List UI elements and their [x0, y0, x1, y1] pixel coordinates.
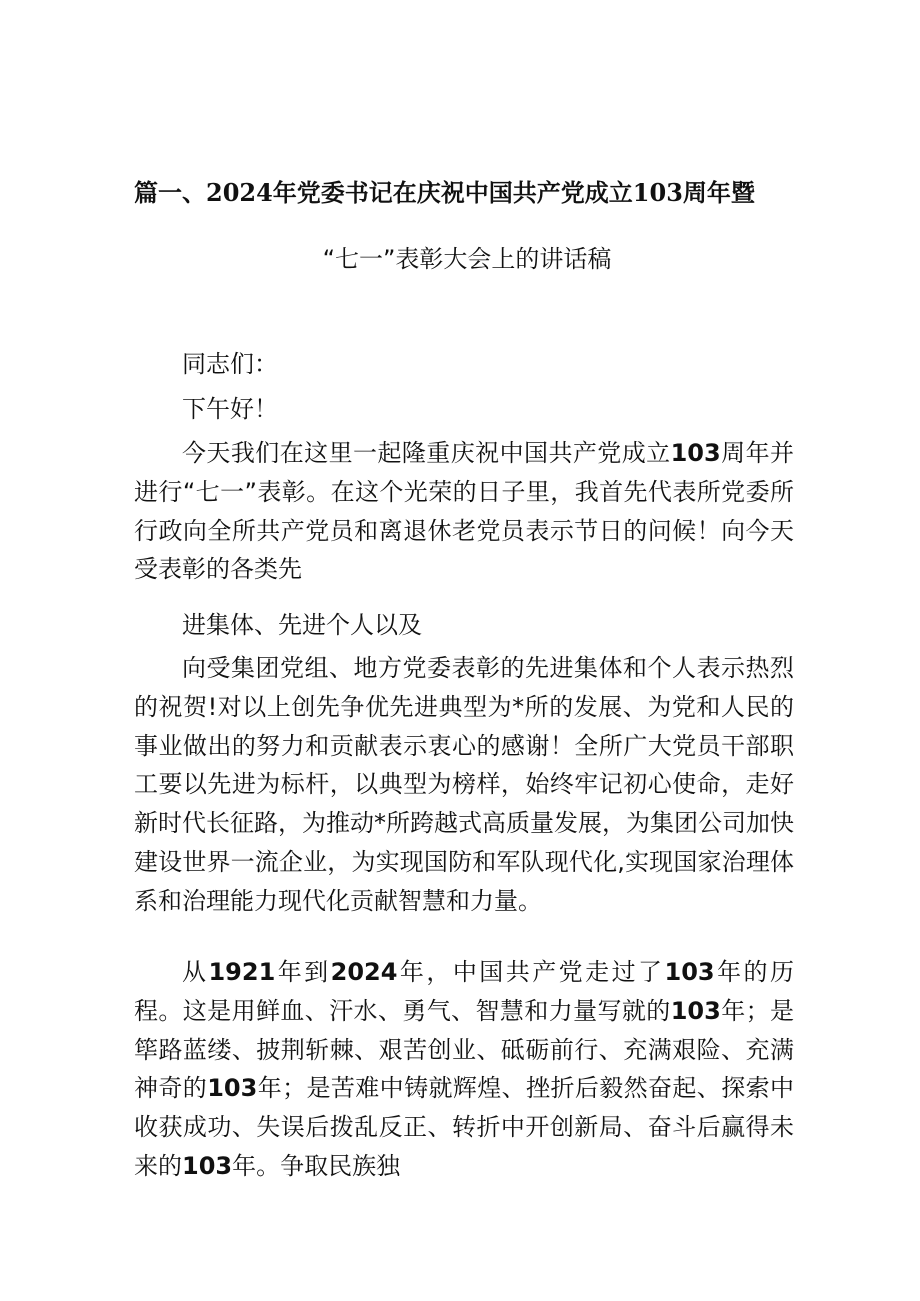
- salutation: 同志们：: [182, 350, 278, 378]
- paragraph-opening: 今天我们在这里一起隆重庆祝中国共产党成立103周年并进行“七一”表彰。在这个光荣的日子里，我首先代表所党委所行政向全所共产党员和离退休老党员表示节日的问候！向今天受表彰的各类先: [134, 439, 795, 584]
- paragraph-party-history: 从1921年到2024年，中国共产党走过了103年的历程。这是用鲜血、汗水、勇气、智慧和力量写就的103年；是筚路蓝缕、披荆斩棘、艰苦创业、砥砺前行、充满艰险、充满神奇的103年；是苦难中铸就辉煌、挫折后毅然奋起、探索中收获成功、失误后拨乱反正、转折中开创新局、奋斗后赢得未来的103年。争取民族独: [134, 958, 795, 1180]
- paragraph-advanced-collectives: 进集体、先进个人以及: [182, 611, 422, 639]
- document-title-line-2: “七一”表彰大会上的讲话稿: [322, 245, 612, 273]
- document-title-line-1: 篇一、2024年党委书记在庆祝中国共产党成立103周年暨: [134, 178, 755, 207]
- paragraph-congratulations: 向受集团党组、地方党委表彰的先进集体和个人表示热烈的祝贺!对以上创先争优先进典型为*所的发展、为党和人民的事业做出的努力和贡献表示衷心的感谢！全所广大党员干部职工要以先进为标杆，以典型为榜样，始终牢记初心使命，走好新时代长征路，为推动*所跨越式高质量发展，为集团公司加快建设世界一流企业，为实现国防和军队现代化,实现国家治理体系和治理能力现代化贡献智慧和力量。: [134, 654, 794, 915]
- greeting: 下午好！: [182, 395, 278, 423]
